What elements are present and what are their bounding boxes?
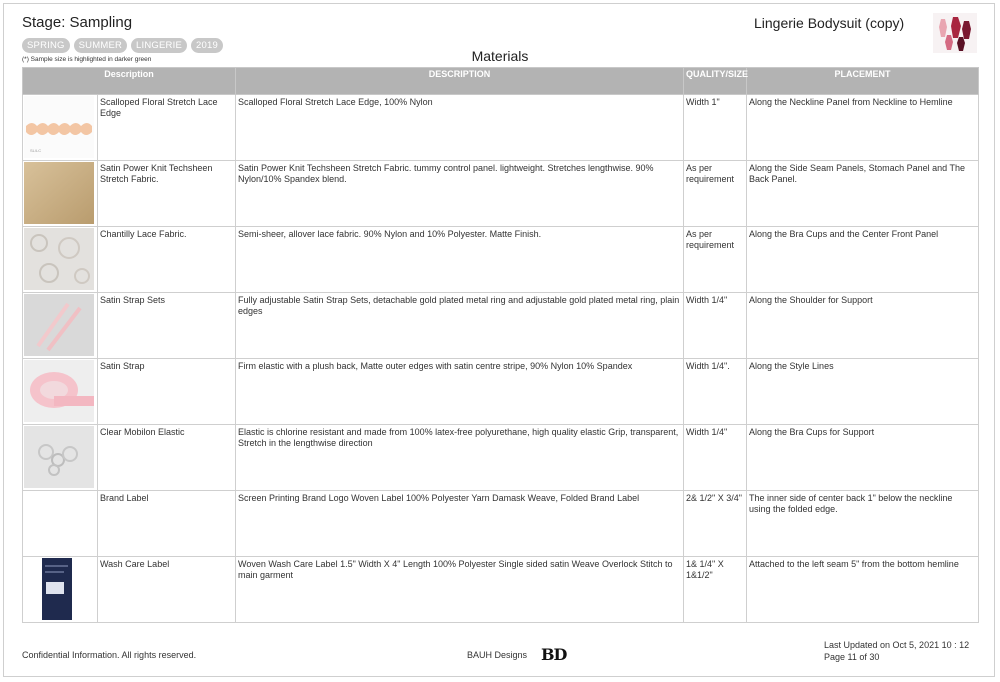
tag-lingerie[interactable]: LINGERIE bbox=[131, 38, 187, 53]
material-placement: Along the Bra Cups for Support bbox=[747, 425, 979, 491]
swatch-cell bbox=[23, 161, 98, 227]
wash-care-swatch bbox=[24, 558, 94, 620]
material-placement: Along the Bra Cups and the Center Front Panel bbox=[747, 227, 979, 293]
material-placement: Along the Shoulder for Support bbox=[747, 293, 979, 359]
material-description: Elastic is chlorine resistant and made from 100% latex-free polyurethane, high quality elastic Grip, transparent, Stretch in the lengthwise direction bbox=[236, 425, 684, 491]
satin-knit-swatch bbox=[24, 162, 94, 224]
last-updated: Last Updated on Oct 5, 2021 10 : 12 bbox=[824, 640, 970, 650]
swatch-cell bbox=[23, 557, 98, 623]
material-description: Scalloped Floral Stretch Lace Edge, 100% Nylon bbox=[236, 95, 684, 161]
material-quality: Width 1/4". bbox=[684, 359, 747, 425]
material-description: Firm elastic with a plush back, Matte outer edges with satin centre stripe, 90% Nylon 10% Spandex bbox=[236, 359, 684, 425]
table-row[interactable] bbox=[23, 95, 979, 161]
material-placement: Along the Style Lines bbox=[747, 359, 979, 425]
svg-text:SL/LC: SL/LC bbox=[30, 148, 42, 153]
table-header-row bbox=[23, 68, 979, 95]
product-title: Lingerie Bodysuit (copy) bbox=[754, 15, 905, 31]
table-row[interactable] bbox=[23, 491, 979, 557]
material-quality: Width 1" bbox=[684, 95, 747, 161]
column-header-placement[interactable]: PLACEMENT bbox=[747, 68, 979, 95]
material-quality: Width 1/4" bbox=[684, 425, 747, 491]
table-row[interactable] bbox=[23, 161, 979, 227]
material-name: Clear Mobilon Elastic bbox=[98, 425, 236, 491]
material-name: Satin Power Knit Techsheen Stretch Fabric. bbox=[98, 161, 236, 227]
mobilon-swatch bbox=[24, 426, 94, 488]
material-description: Woven Wash Care Label 1.5" Width X 4" Length 100% Polyester Single sided satin Weave Overlock Stitch to main garment bbox=[236, 557, 684, 623]
swatch-cell bbox=[23, 491, 98, 557]
material-quality: As per requirement bbox=[684, 227, 747, 293]
swatch-cell bbox=[23, 425, 98, 491]
tag-summer[interactable]: SUMMER bbox=[74, 38, 127, 53]
column-header-quality-size[interactable]: QUALITY/SIZE bbox=[684, 68, 747, 95]
material-name: Chantilly Lace Fabric. bbox=[98, 227, 236, 293]
page-number: Page 11 of 30 bbox=[824, 652, 880, 662]
material-name: Brand Label bbox=[98, 491, 236, 557]
material-name: Satin Strap bbox=[98, 359, 236, 425]
material-quality: 1& 1/4" X 1&1/2" bbox=[684, 557, 747, 623]
table-row[interactable] bbox=[23, 293, 979, 359]
confidential-notice: Confidential Information. All rights reserved. bbox=[22, 650, 197, 660]
chantilly-lace-swatch bbox=[24, 228, 94, 290]
material-placement: Along the Neckline Panel from Neckline to Hemline bbox=[747, 95, 979, 161]
material-description: Fully adjustable Satin Strap Sets, detachable gold plated metal ring and adjustable gold plated metal ring, plain edges bbox=[236, 293, 684, 359]
material-placement: The inner side of center back 1" below the neckline using the folded edge. bbox=[747, 491, 979, 557]
material-name: Satin Strap Sets bbox=[98, 293, 236, 359]
strap-set-swatch bbox=[24, 294, 94, 356]
material-quality: Width 1/4" bbox=[684, 293, 747, 359]
material-quality: As per requirement bbox=[684, 161, 747, 227]
sample-size-note: (*) Sample size is highlighted in darker green bbox=[22, 56, 152, 63]
column-header-description-detail[interactable]: DESCRIPTION bbox=[236, 68, 684, 95]
company-logo: BD bbox=[541, 645, 567, 664]
material-description: Satin Power Knit Techsheen Stretch Fabric. tummy control panel. lightweight. Stretches lengthwise. 90% Nylon/10% Spandex blend. bbox=[236, 161, 684, 227]
swatch-cell bbox=[23, 95, 98, 161]
column-header-description[interactable]: Description bbox=[23, 68, 236, 95]
swatch-cell bbox=[23, 227, 98, 293]
scalloped-lace-swatch bbox=[24, 96, 94, 158]
table-row[interactable] bbox=[23, 557, 979, 623]
material-name: Wash Care Label bbox=[98, 557, 236, 623]
material-quality: 2& 1/2" X 3/4" bbox=[684, 491, 747, 557]
section-title: Materials bbox=[471, 48, 529, 64]
table-row[interactable] bbox=[23, 425, 979, 491]
material-name: Scalloped Floral Stretch Lace Edge bbox=[98, 95, 236, 161]
table-row[interactable] bbox=[23, 227, 979, 293]
material-placement: Attached to the left seam 5" from the bottom hemline bbox=[747, 557, 979, 623]
material-placement: Along the Side Seam Panels, Stomach Panel and The Back Panel. bbox=[747, 161, 979, 227]
materials-table bbox=[22, 67, 979, 623]
stage-title: Stage: Sampling bbox=[22, 14, 133, 31]
tag-year[interactable]: 2019 bbox=[191, 38, 223, 53]
swatch-cell bbox=[23, 293, 98, 359]
tag-spring[interactable]: SPRING bbox=[22, 38, 70, 53]
satin-strap-swatch bbox=[24, 360, 94, 422]
swatch-cell bbox=[23, 359, 98, 425]
table-row[interactable] bbox=[23, 359, 979, 425]
page-info bbox=[824, 639, 969, 663]
product-thumbnail[interactable] bbox=[933, 13, 977, 53]
material-description: Screen Printing Brand Logo Woven Label 100% Polyester Yarn Damask Weave, Folded Brand Label bbox=[236, 491, 684, 557]
company-name: BAUH Designs bbox=[467, 650, 528, 660]
material-description: Semi-sheer, allover lace fabric. 90% Nylon and 10% Polyester. Matte Finish. bbox=[236, 227, 684, 293]
